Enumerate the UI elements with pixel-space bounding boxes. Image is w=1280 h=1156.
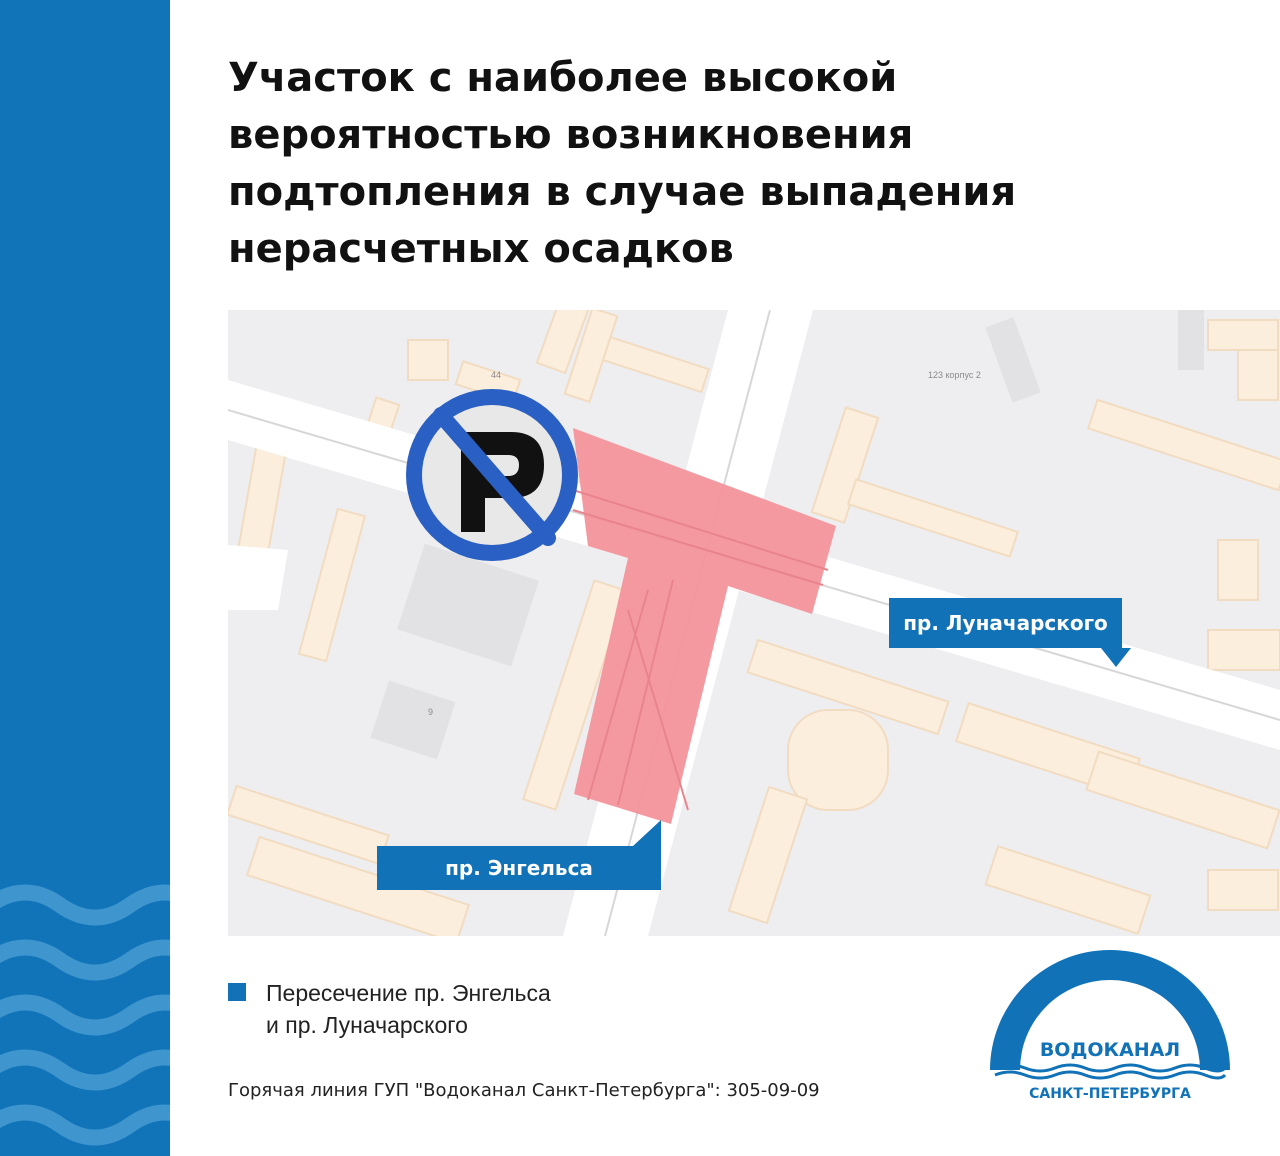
title-line-1: Участок с наиболее высокой [228, 55, 898, 101]
title-line-2: вероятностью возникновения [228, 112, 914, 158]
logo-name: ВОДОКАНАЛ [1039, 1039, 1181, 1061]
side-band [0, 0, 170, 1156]
legend-line-2: и пр. Луначарского [266, 1012, 468, 1038]
legend-marker [228, 983, 246, 1001]
legend-text [266, 977, 551, 1041]
title-line-3: подтопления в случае выпадения [228, 169, 1017, 215]
logo-graphic [990, 950, 1230, 1110]
map-canvas [228, 310, 1280, 936]
title-line-4: нерасчетных осадков [228, 226, 734, 272]
vodokanal-logo [990, 950, 1230, 1110]
building-number-123: 123 корпус 2 [928, 370, 981, 380]
hotline-text: Горячая линия ГУП "Водоканал Санкт-Петербурга": 305-09-09 [228, 1080, 820, 1101]
building-number-9: 9 [428, 707, 434, 717]
legend-line-1: Пересечение пр. Энгельса [266, 980, 551, 1006]
building-number-44: 44 [491, 370, 502, 380]
logo-city: САНКТ-ПЕТЕРБУРГА [1029, 1086, 1191, 1102]
no-parking-icon [406, 389, 578, 561]
wave-decoration [0, 0, 170, 1156]
street-label-lunacharskogo: пр. Луначарского [889, 598, 1122, 648]
street-label-engelsa: пр. Энгельса [377, 846, 661, 890]
map [228, 310, 1280, 936]
page-title [228, 50, 1228, 278]
